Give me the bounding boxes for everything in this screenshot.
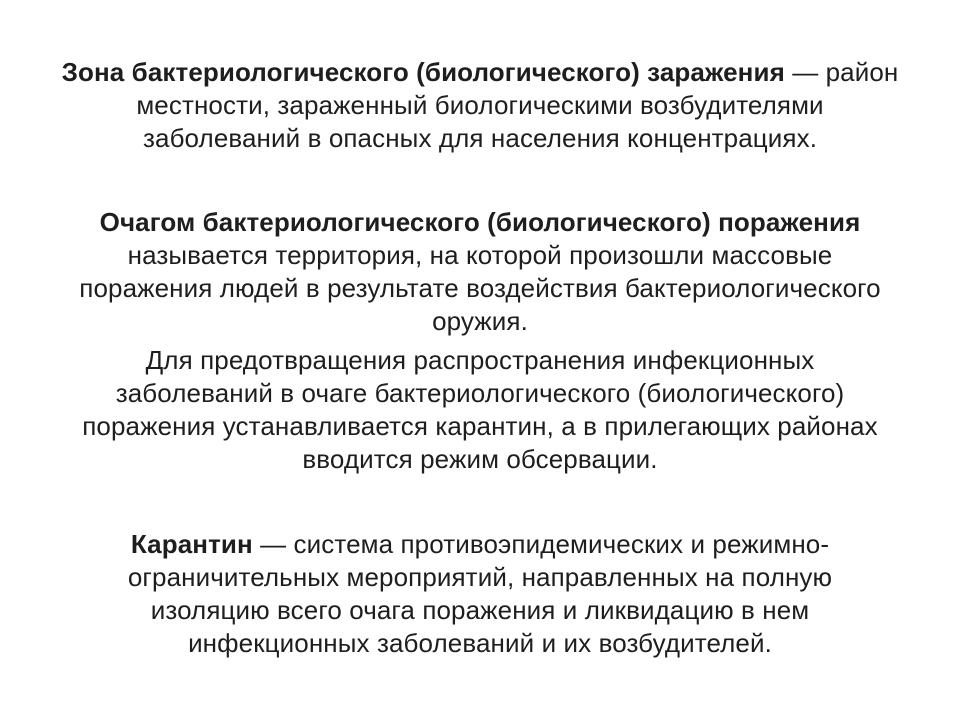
line: поражения людей в результате воздействия бактериологического xyxy=(79,273,881,303)
term-quarantine: Карантин xyxy=(130,529,253,559)
line: изоляцию всего очага поражения и ликвидацию в нем xyxy=(150,595,810,625)
line: — район местности, зараженный биологическими возбудителями xyxy=(136,57,899,120)
definition-lesion-focus xyxy=(40,206,920,338)
definition-infection-zone xyxy=(40,56,920,155)
line: оружия. xyxy=(432,306,528,336)
quarantine-prevention-text xyxy=(40,344,920,476)
line: инфекционных заболеваний и их возбудителей. xyxy=(188,628,772,658)
line: ограничительных мероприятий, направленных на полную xyxy=(127,562,833,592)
line: заболеваний в опасных для населения концентрациях. xyxy=(142,123,818,153)
term-lesion-focus: Очагом бактериологического (биологического) поражения xyxy=(99,207,861,237)
term-infection-zone: Зона бактериологического (биологического) заражения xyxy=(61,57,785,87)
line: называется территория, на которой произошли массовые xyxy=(127,240,833,270)
line: вводится режим обсервации. xyxy=(302,444,658,474)
definition-quarantine xyxy=(40,528,920,660)
line: Для предотвращения распространения инфекционных xyxy=(145,345,815,375)
line: заболеваний в очаге бактериологического (биологического) xyxy=(115,378,845,408)
line: — система противоэпидемических и режимно- xyxy=(260,529,830,559)
line: поражения устанавливается карантин, а в прилегающих районах xyxy=(82,411,878,441)
